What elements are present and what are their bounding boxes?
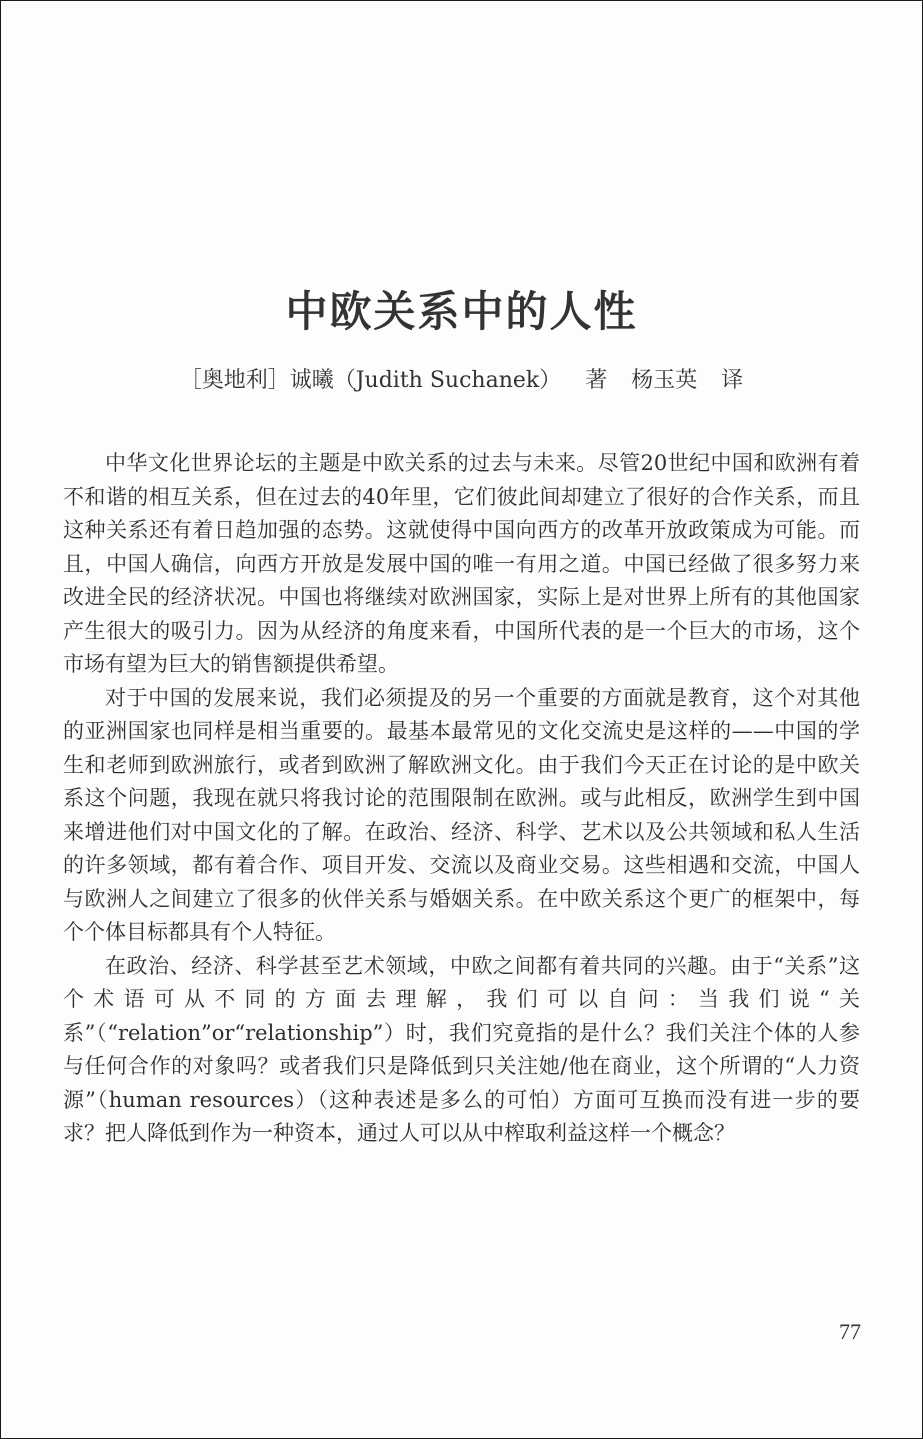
paragraph-3: 在政治、经济、科学甚至艺术领域，中欧之间都有着共同的兴趣。由于“关系”这个术语可从不同的方面去理解，我们可以自问：当我们说“关系”（“relation”or“relationship”）时，我们究竟指的是什么？我们关注个体的人参与任何合作的对象吗？或者我们只是降低到只关注她/他在商业，这个所谓的“人力资源”（human resources）（这种表述是多么的可怕）方面可互换而没有进一步的要求？把人降低到作为一种资本，通过人可以从中榨取利益这样一个概念？ (63, 953, 860, 1145)
translator-name: 杨玉英 (631, 368, 698, 393)
article-title: 中欧关系中的人性 (285, 287, 638, 336)
paragraph-1: 中华文化世界论坛的主题是中欧关系的过去与未来。尽管20世纪中国和欧洲有着不和谐的相互关系，但在过去的40年里，它们彼此间却建立了很好的合作关系，而且这种关系还有着日趋加强的态势。这就使得中国向西方的改革开放政策成为可能。而且，中国人确信，向西方开放是发展中国的唯一有用之道。中国已经做了很多努力来改进全民的经济状况。中国也将继续对欧洲国家，实际上是对世界上所有的其他国家产生很大的吸引力。因为从经济的角度来看，中国所代表的是一个巨大的市场，这个市场有望为巨大的销售额提供希望。 (63, 451, 860, 676)
page-number: 77 (839, 1319, 861, 1344)
byline (1, 363, 922, 394)
author-name: ［奥地利］诚曦（Judith Suchanek） (179, 368, 562, 393)
article-body (63, 447, 860, 1151)
translator-role: 译 (721, 368, 744, 393)
paragraph-2: 对于中国的发展来说，我们必须提及的另一个重要的方面就是教育，这个对其他的亚洲国家也同样是相当重要的。最基本最常见的文化交流史是这样的——中国的学生和老师到欧洲旅行，或者到欧洲了解欧洲文化。由于我们今天正在讨论的是中欧关系这个问题，我现在就只将我讨论的范围限制在欧洲。或与此相反，欧洲学生到中国来增进他们对中国文化的了解。在政治、经济、科学、艺术以及公共领域和私人生活的许多领域，都有着合作、项目开发、交流以及商业交易。这些相遇和交流，中国人与欧洲人之间建立了很多的伙伴关系与婚姻关系。在中欧关系这个更广的框架中，每个个体目标都具有个人特征。 (63, 685, 860, 944)
author-role: 著 (585, 368, 608, 393)
